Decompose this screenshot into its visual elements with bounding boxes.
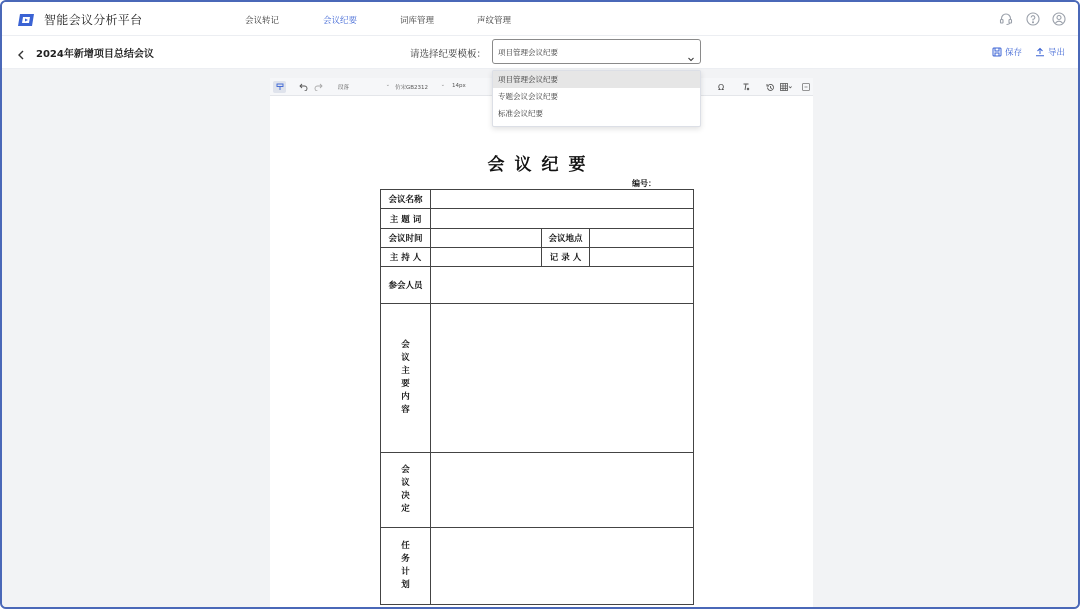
user-avatar-icon[interactable] — [1052, 11, 1066, 25]
template-select[interactable] — [492, 39, 701, 64]
template-select-label: 请选择纪要模板： — [410, 49, 487, 60]
label-task-plan-text: 任务计划 — [401, 541, 410, 590]
paragraph-style-select[interactable] — [338, 81, 390, 93]
field-meeting-place[interactable] — [590, 229, 694, 248]
export-button[interactable] — [1035, 46, 1065, 58]
history-icon[interactable] — [766, 81, 775, 93]
label-task-plan — [381, 528, 431, 605]
template-dropdown-menu — [492, 70, 701, 127]
label-recorder: 记 录 人 — [542, 248, 590, 267]
export-label: 导出 — [1048, 48, 1066, 58]
app-logo-icon — [18, 12, 36, 26]
special-char-omega-icon[interactable]: Ω — [718, 82, 725, 92]
back-icon[interactable] — [16, 46, 26, 58]
template-select-value: 项目管理会议纪要 — [498, 48, 558, 57]
field-decisions[interactable] — [431, 453, 694, 528]
nav-voiceprint-management[interactable]: 声纹管理 — [477, 16, 512, 26]
top-navbar — [2, 2, 1078, 36]
nav-meeting-minutes[interactable]: 会议纪要 — [323, 16, 358, 26]
table-row — [381, 304, 694, 453]
chevron-down-icon: ⌄ — [440, 82, 445, 88]
label-topic: 主 题 词 — [381, 209, 431, 229]
table-row — [381, 190, 694, 209]
label-decisions — [381, 453, 431, 528]
chevron-down-icon: ⌄ — [385, 82, 390, 88]
table-row — [381, 267, 694, 304]
label-meeting-place: 会议地点 — [542, 229, 590, 248]
save-icon — [992, 47, 1002, 57]
dropdown-option-project-management[interactable]: 项目管理会议纪要 — [493, 71, 700, 88]
field-recorder[interactable] — [590, 248, 694, 267]
table-row — [381, 229, 694, 248]
font-size-value: 14px — [452, 83, 466, 89]
save-label: 保存 — [1005, 48, 1023, 58]
label-host: 主 持 人 — [381, 248, 431, 267]
save-button[interactable] — [992, 46, 1022, 58]
upload-icon — [1035, 47, 1045, 57]
app-title: 智能会议分析平台 — [44, 13, 143, 27]
nav-lexicon-management[interactable]: 词库管理 — [400, 16, 435, 26]
minutes-form-table — [380, 189, 694, 605]
label-meeting-time: 会议时间 — [381, 229, 431, 248]
editor-workspace — [2, 69, 1078, 609]
table-row — [381, 453, 694, 528]
field-main-content[interactable] — [431, 304, 694, 453]
table-row — [381, 248, 694, 267]
document-page[interactable] — [270, 78, 813, 609]
document-number-label: 编号： — [632, 179, 656, 188]
undo-icon[interactable] — [299, 81, 308, 93]
dropdown-option-standard[interactable]: 标准会议纪要 — [498, 109, 543, 118]
font-family-value: 仿宋GB2312 — [395, 85, 429, 91]
table-row — [381, 528, 694, 605]
format-painter-icon[interactable] — [273, 81, 286, 93]
chevron-down-icon — [687, 48, 695, 56]
nav-meeting-transcription[interactable]: 会议转记 — [245, 16, 280, 26]
label-main-content-text: 会议主要内容 — [401, 340, 410, 415]
field-meeting-name[interactable] — [431, 190, 694, 209]
redo-icon[interactable] — [314, 81, 323, 93]
label-decisions-text: 会议决定 — [401, 465, 410, 514]
font-family-select[interactable] — [395, 81, 445, 93]
meeting-title: 2024年新增项目总结会议 — [36, 49, 154, 60]
field-meeting-time[interactable] — [431, 229, 542, 248]
field-topic[interactable] — [431, 209, 694, 229]
field-task-plan[interactable] — [431, 528, 694, 605]
table-insert-icon[interactable] — [780, 81, 792, 93]
more-tools-icon[interactable] — [802, 81, 810, 93]
table-row — [381, 209, 694, 229]
document-heading: 会议纪要 — [487, 155, 596, 175]
headset-icon[interactable] — [999, 11, 1013, 25]
field-attendees[interactable] — [431, 267, 694, 304]
font-size-select[interactable] — [452, 81, 488, 93]
label-meeting-name: 会议名称 — [381, 190, 431, 209]
field-host[interactable] — [431, 248, 542, 267]
clear-format-icon[interactable] — [742, 81, 750, 93]
label-attendees: 参会人员 — [381, 267, 431, 304]
paragraph-style-value: 段落 — [338, 85, 350, 91]
document-header-bar — [2, 36, 1078, 69]
dropdown-option-special-topic[interactable]: 专题会议会议纪要 — [498, 92, 558, 101]
help-icon[interactable] — [1026, 11, 1040, 25]
label-main-content — [381, 304, 431, 453]
